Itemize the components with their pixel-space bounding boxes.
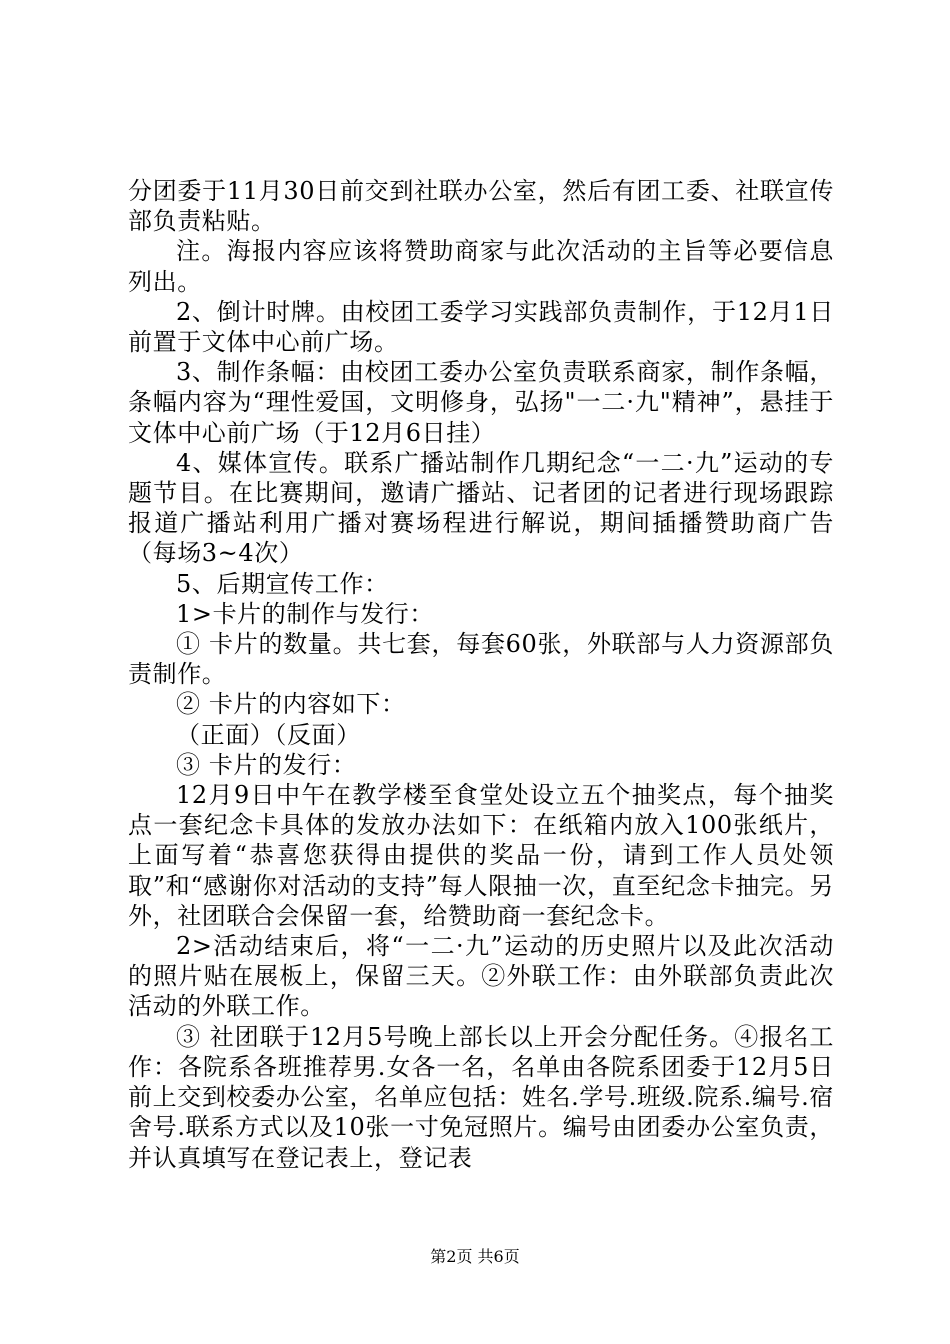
- paragraph-9: ② 卡片的内容如下：: [176, 690, 406, 719]
- paragraph-2: 注。海报内容应该将赞助商家与此次活动的主旨等必要信息列出。: [128, 237, 834, 296]
- paragraph-4: 3、制作条幅：由校团工委办公室负责联系商家，制作条幅，条幅内容为“理性爱国，文明修身，弘扬"一二·九"精神”，悬挂于文体中心前广场（于12月6日挂）: [128, 358, 835, 447]
- paragraph-7: 1>卡片的制作与发行：: [176, 599, 434, 628]
- page-footer: 第2页 共6页: [430, 1247, 520, 1266]
- paragraph-1: 分团委于11月30日前交到社联办公室，然后有团工委、社联宣传部负责粘贴。: [128, 177, 834, 236]
- paragraph-12: 12月9日中午在教学楼至食堂处设立五个抽奖点，每个抽奖点一套纪念卡具体的发放办法如下：在纸箱内放入100张纸片，上面写着“恭喜您获得由提供的奖品一份，请到工作人员处领取”和“感谢你对活动的支持”每人限抽一次，直至纪念卡抽完。另外，社团联合会保留一套，给赞助商一套纪念卡。: [128, 781, 834, 930]
- document-body: [128, 176, 834, 1173]
- paragraph-8: ① 卡片的数量。共七套，每套60张，外联部与人力资源部负责制作。: [128, 630, 834, 689]
- paragraph-3: 2、倒计时牌。由校团工委学习实践部负责制作，于12月1日前置于文体中心前广场。: [128, 297, 834, 357]
- paragraph-6: 5、后期宣传工作：: [176, 569, 389, 598]
- paragraph-13: 2>活动结束后，将“一二·九”运动的历史照片以及此次活动的照片贴在展板上，保留三天。②外联工作：由外联部负责此次活动的外联工作。: [128, 932, 834, 1021]
- paragraph-10: （正面）（反面）: [176, 720, 361, 749]
- paragraph-5: 4、媒体宣传。联系广播站制作几期纪念“一二·九”运动的专题节目。在比赛期间，邀请广播站、记者团的记者进行现场跟踪报道广播站利用广播对赛场程进行解说，期间插播赞助商广告（每场3~4次）: [128, 448, 834, 568]
- paragraph-11: ③ 卡片的发行：: [176, 750, 357, 779]
- paragraph-14: ③ 社团联于12月5号晚上部长以上开会分配任务。④报名工作：各院系各班推荐男.女各一名，名单由各院系团委于12月5日前上交到校委办公室，名单应包括：姓名.学号.班级.院系.编号.宿舍号.联系方式以及10张一寸免冠照片。编号由团委办公室负责，并认真填写在登记表上，登记表: [128, 1022, 834, 1172]
